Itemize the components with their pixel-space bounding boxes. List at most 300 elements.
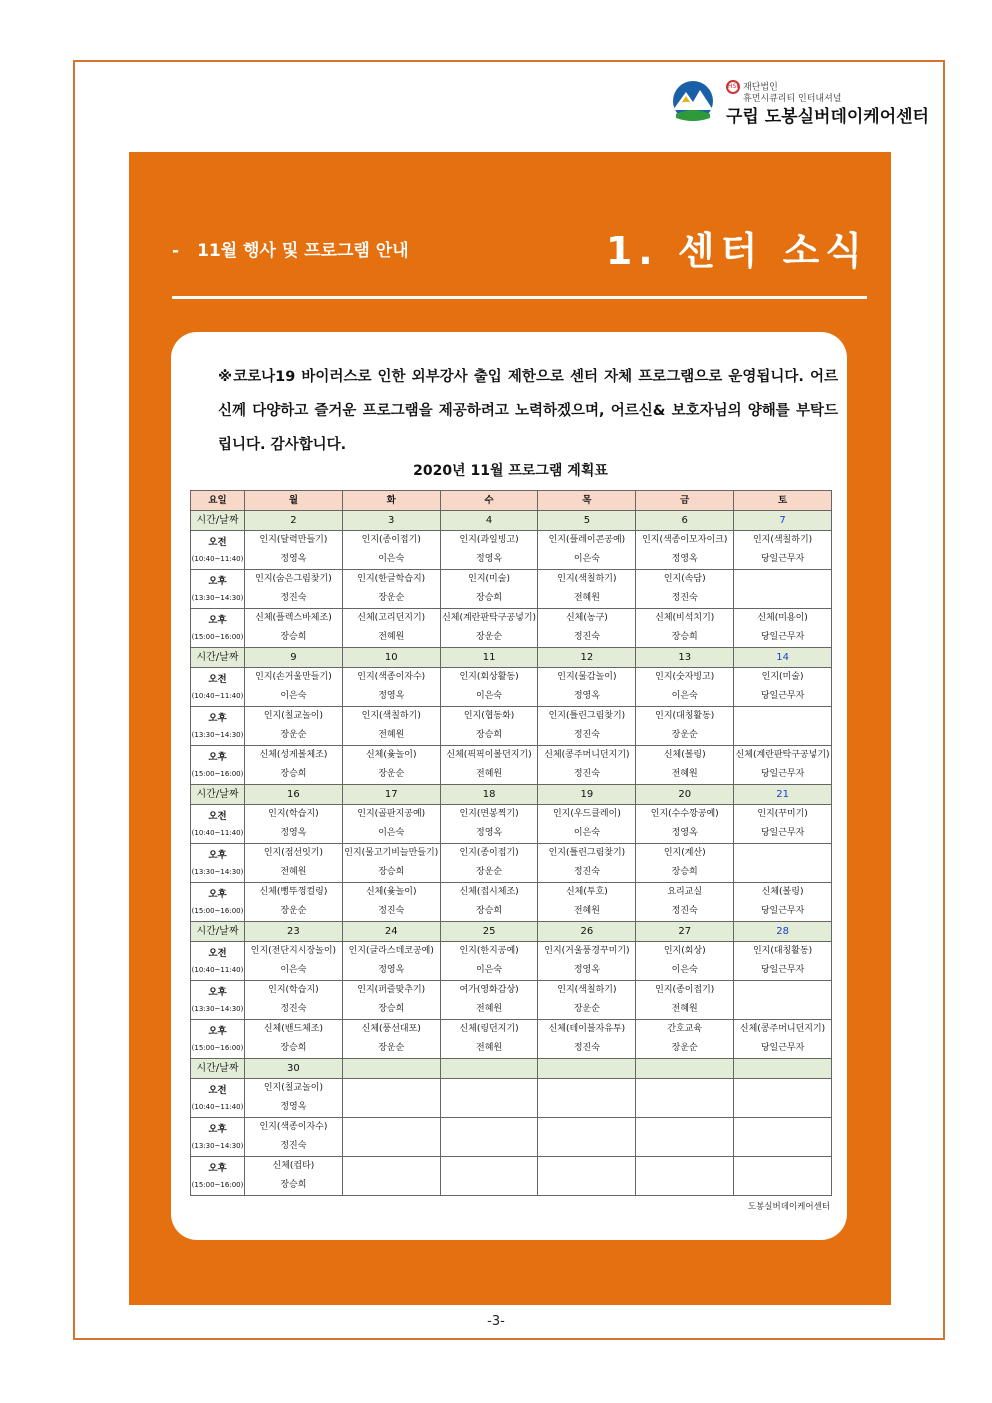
activity-cell: 인지(미술) <box>734 668 832 688</box>
staff-cell: 정진숙 <box>245 589 343 609</box>
date-cell: 25 <box>440 922 538 942</box>
date-cell: 28 <box>734 922 832 942</box>
staff-cell: 정영옥 <box>245 824 343 844</box>
slot-time: (10:40~11:40) <box>191 966 244 974</box>
slot-name: 오전 <box>208 948 227 959</box>
time-slot-label <box>191 1020 245 1059</box>
slot-name: 오후 <box>208 713 227 724</box>
activity-cell <box>636 1118 734 1138</box>
activity-cell: 인지(미술) <box>440 570 538 590</box>
activity-cell: 신체(윷놀이) <box>342 883 440 903</box>
time-slot-label <box>191 981 245 1020</box>
staff-cell <box>734 1176 832 1196</box>
schedule-row <box>191 844 832 864</box>
activity-cell: 인지(플레이콘공예) <box>538 531 636 551</box>
staff-cell: 장운순 <box>245 902 343 922</box>
staff-cell: 전혜원 <box>636 765 734 785</box>
activity-cell: 인지(색칠하기) <box>538 981 636 1001</box>
staff-cell: 당일근무자 <box>734 765 832 785</box>
staff-cell: 정진숙 <box>342 902 440 922</box>
subtitle-text: 11월 행사 및 프로그램 안내 <box>197 241 409 261</box>
activity-cell: 인지(틀린그림찾기) <box>538 844 636 864</box>
staff-cell: 정진숙 <box>636 902 734 922</box>
activity-cell: 인지(종이접기) <box>342 531 440 551</box>
date-cell: 5 <box>538 511 636 531</box>
staff-cell: 정영옥 <box>636 824 734 844</box>
staff-cell: 장승희 <box>636 628 734 648</box>
schedule-row <box>191 707 832 727</box>
schedule-row-staff <box>191 1098 832 1118</box>
activity-cell: 신체(컵타) <box>245 1157 343 1177</box>
staff-cell: 정진숙 <box>538 765 636 785</box>
section-title: 1. 센터 소식 <box>605 229 868 273</box>
staff-cell: 이은숙 <box>538 550 636 570</box>
activity-cell: 인지(손거울만들기) <box>245 668 343 688</box>
staff-cell: 전혜원 <box>440 1000 538 1020</box>
date-cell: 16 <box>245 785 343 805</box>
schedule-row <box>191 746 832 766</box>
staff-cell: 장운순 <box>538 1000 636 1020</box>
staff-cell <box>734 1098 832 1118</box>
activity-cell <box>734 707 832 727</box>
staff-cell: 장운순 <box>342 765 440 785</box>
staff-cell <box>342 1176 440 1196</box>
staff-cell: 장승희 <box>440 589 538 609</box>
staff-cell: 전혜원 <box>342 726 440 746</box>
slot-time: (13:30~14:30) <box>191 868 244 876</box>
staff-cell <box>734 589 832 609</box>
schedule-row-staff <box>191 1039 832 1059</box>
date-cell: 18 <box>440 785 538 805</box>
slot-name: 오후 <box>208 987 227 998</box>
staff-cell: 전혜원 <box>636 1000 734 1020</box>
time-slot-label <box>191 531 245 570</box>
date-cell <box>538 1059 636 1079</box>
slot-name: 오전 <box>208 537 227 548</box>
schedule-row-staff <box>191 902 832 922</box>
slot-time: (10:40~11:40) <box>191 1103 244 1111</box>
staff-cell: 장승희 <box>440 726 538 746</box>
activity-cell: 신체(고리던지기) <box>342 609 440 629</box>
slot-time: (10:40~11:40) <box>191 692 244 700</box>
activity-cell: 신체(윷놀이) <box>342 746 440 766</box>
date-label: 시간/날짜 <box>191 648 245 668</box>
schedule-row-staff <box>191 765 832 785</box>
activity-cell: 인지(학습지) <box>245 981 343 1001</box>
date-row <box>191 785 832 805</box>
activity-cell: 인지(꾸미기) <box>734 805 832 825</box>
schedule-row <box>191 609 832 629</box>
activity-cell: 신체(콩주머니던지기) <box>734 1020 832 1040</box>
activity-cell: 인지(색칠하기) <box>538 570 636 590</box>
date-row <box>191 511 832 531</box>
activity-cell: 인지(우드클레이) <box>538 805 636 825</box>
hsi-badge-icon: HSI <box>726 80 740 94</box>
staff-cell: 정영옥 <box>440 550 538 570</box>
date-row <box>191 922 832 942</box>
slot-name: 오후 <box>208 752 227 763</box>
slot-name: 오전 <box>208 674 227 685</box>
schedule-row <box>191 570 832 590</box>
activity-cell: 인지(종이접기) <box>440 844 538 864</box>
time-slot-label <box>191 746 245 785</box>
activity-cell: 신체(픽픽이볼던지기) <box>440 746 538 766</box>
staff-cell: 전혜원 <box>440 765 538 785</box>
staff-cell: 정영옥 <box>245 550 343 570</box>
date-cell: 13 <box>636 648 734 668</box>
time-slot-label <box>191 942 245 981</box>
time-slot-label <box>191 805 245 844</box>
schedule-row <box>191 1118 832 1138</box>
activity-cell <box>342 1118 440 1138</box>
schedule-row-staff <box>191 550 832 570</box>
activity-cell: 인지(과일빙고) <box>440 531 538 551</box>
staff-cell: 정영옥 <box>636 550 734 570</box>
staff-cell <box>734 1000 832 1020</box>
staff-cell <box>734 1137 832 1157</box>
activity-cell: 인지(대칭활동) <box>734 942 832 962</box>
activity-cell <box>734 1079 832 1099</box>
activity-cell: 인지(칠교놀이) <box>245 1079 343 1099</box>
time-slot-label <box>191 1157 245 1196</box>
schedule-row <box>191 805 832 825</box>
activity-cell: 신체(뻥뚜껑컬링) <box>245 883 343 903</box>
foundation-label: 재단법인 <box>743 82 778 93</box>
activity-cell: 인지(회상활동) <box>440 668 538 688</box>
staff-cell: 이은숙 <box>440 961 538 981</box>
activity-cell: 신체(투호) <box>538 883 636 903</box>
schedule-row <box>191 883 832 903</box>
activity-cell <box>538 1157 636 1177</box>
staff-cell: 정진숙 <box>538 1039 636 1059</box>
staff-cell <box>342 1098 440 1118</box>
staff-cell: 이은숙 <box>538 824 636 844</box>
center-logo <box>668 78 930 126</box>
activity-cell: 인지(학습지) <box>245 805 343 825</box>
staff-cell: 이은숙 <box>245 687 343 707</box>
table-title: 2020년 11월 프로그램 계획표 <box>413 463 608 479</box>
staff-cell: 이은숙 <box>440 687 538 707</box>
slot-name: 오후 <box>208 1124 227 1135</box>
activity-cell: 인지(색종이모자이크) <box>636 531 734 551</box>
activity-cell: 인지(색종이자수) <box>342 668 440 688</box>
schedule-row-staff <box>191 1137 832 1157</box>
activity-cell: 신체(비석치기) <box>636 609 734 629</box>
staff-cell: 장운순 <box>245 726 343 746</box>
weekday-header: 월 <box>245 491 343 511</box>
slot-time: (13:30~14:30) <box>191 1005 244 1013</box>
staff-cell: 이은숙 <box>342 550 440 570</box>
foundation-text <box>726 80 842 104</box>
activity-cell <box>734 844 832 864</box>
schedule-row-staff <box>191 687 832 707</box>
activity-cell: 신체(밴드체조) <box>245 1020 343 1040</box>
time-slot-label <box>191 844 245 883</box>
title-divider <box>172 296 867 299</box>
staff-cell <box>538 1176 636 1196</box>
slot-time: (13:30~14:30) <box>191 731 244 739</box>
staff-cell: 전혜원 <box>538 902 636 922</box>
activity-cell: 인지(점선잇기) <box>245 844 343 864</box>
staff-cell: 장승희 <box>245 1039 343 1059</box>
activity-cell: 신체(볼링) <box>734 883 832 903</box>
staff-cell: 당일근무자 <box>734 687 832 707</box>
slot-name: 오후 <box>208 576 227 587</box>
activity-cell <box>734 981 832 1001</box>
activity-cell: 인지(퍼즐맞추기) <box>342 981 440 1001</box>
slot-time: (15:00~16:00) <box>191 1044 244 1052</box>
staff-cell: 장승희 <box>245 765 343 785</box>
staff-cell: 장운순 <box>342 589 440 609</box>
schedule-row-staff <box>191 628 832 648</box>
date-row <box>191 1059 832 1079</box>
schedule-row <box>191 942 832 962</box>
date-cell: 9 <box>245 648 343 668</box>
schedule-row-staff <box>191 824 832 844</box>
date-cell: 24 <box>342 922 440 942</box>
staff-cell <box>538 1098 636 1118</box>
activity-cell: 요리교실 <box>636 883 734 903</box>
staff-cell: 장승희 <box>245 1176 343 1196</box>
activity-cell: 인지(글라스데코공예) <box>342 942 440 962</box>
weekday-header-row <box>191 491 832 511</box>
schedule-row-staff <box>191 961 832 981</box>
slot-time: (10:40~11:40) <box>191 829 244 837</box>
time-slot-label <box>191 1118 245 1157</box>
date-cell: 6 <box>636 511 734 531</box>
activity-cell: 간호교육 <box>636 1020 734 1040</box>
activity-cell: 인지(물고기비늘만들기) <box>342 844 440 864</box>
activity-cell: 인지(한글학습지) <box>342 570 440 590</box>
staff-cell: 이은숙 <box>342 824 440 844</box>
staff-cell <box>440 1098 538 1118</box>
activity-cell <box>440 1118 538 1138</box>
staff-cell <box>636 1098 734 1118</box>
staff-cell: 장운순 <box>440 628 538 648</box>
slot-name: 오후 <box>208 850 227 861</box>
subtitle-dash: - <box>172 241 180 261</box>
date-label: 시간/날짜 <box>191 511 245 531</box>
activity-cell <box>636 1157 734 1177</box>
staff-cell: 전혜원 <box>245 863 343 883</box>
activity-cell: 신체(농구) <box>538 609 636 629</box>
activity-cell: 신체(플렉스바체조) <box>245 609 343 629</box>
activity-cell: 인지(색칠하기) <box>342 707 440 727</box>
time-slot-label <box>191 609 245 648</box>
activity-cell <box>342 1079 440 1099</box>
staff-cell: 이은숙 <box>245 961 343 981</box>
schedule-row <box>191 668 832 688</box>
weekday-header: 화 <box>342 491 440 511</box>
activity-cell <box>538 1118 636 1138</box>
staff-cell: 장운순 <box>440 863 538 883</box>
staff-cell: 장승희 <box>245 628 343 648</box>
staff-cell: 정진숙 <box>538 628 636 648</box>
staff-cell: 정진숙 <box>538 863 636 883</box>
schedule-row-staff <box>191 1000 832 1020</box>
staff-cell: 이은숙 <box>636 687 734 707</box>
activity-cell: 인지(칠교놀이) <box>245 707 343 727</box>
table-footer: 도봉실버데이케어센터 <box>747 1202 830 1212</box>
schedule-row <box>191 1079 832 1099</box>
staff-cell: 정영옥 <box>342 961 440 981</box>
weekday-header: 금 <box>636 491 734 511</box>
activity-cell: 인지(색칠하기) <box>734 531 832 551</box>
slot-name: 오후 <box>208 1026 227 1037</box>
staff-cell: 장운순 <box>342 1039 440 1059</box>
activity-cell: 인지(골판지공예) <box>342 805 440 825</box>
staff-cell: 장승희 <box>342 1000 440 1020</box>
slot-time: (15:00~16:00) <box>191 907 244 915</box>
date-cell: 21 <box>734 785 832 805</box>
staff-cell <box>734 863 832 883</box>
staff-cell: 당일근무자 <box>734 550 832 570</box>
time-slot-label <box>191 707 245 746</box>
header-label: 요일 <box>191 491 245 511</box>
staff-cell <box>734 726 832 746</box>
slot-time: (13:30~14:30) <box>191 594 244 602</box>
activity-cell: 신체(풍선대포) <box>342 1020 440 1040</box>
activity-cell: 신체(콩주머니던지기) <box>538 746 636 766</box>
staff-cell: 장승희 <box>342 863 440 883</box>
staff-cell: 정진숙 <box>245 1000 343 1020</box>
slot-name: 오후 <box>208 615 227 626</box>
date-cell: 7 <box>734 511 832 531</box>
slot-time: (10:40~11:40) <box>191 555 244 563</box>
date-cell: 4 <box>440 511 538 531</box>
activity-cell <box>734 1118 832 1138</box>
date-cell: 30 <box>245 1059 343 1079</box>
staff-cell: 전혜원 <box>440 1039 538 1059</box>
schedule-row-staff <box>191 726 832 746</box>
activity-cell: 신체(미용이) <box>734 609 832 629</box>
staff-cell <box>440 1176 538 1196</box>
slot-name: 오후 <box>208 889 227 900</box>
program-schedule-table <box>190 490 832 1196</box>
date-label: 시간/날짜 <box>191 922 245 942</box>
date-cell <box>636 1059 734 1079</box>
activity-cell: 신체(계란판탁구공넣기) <box>440 609 538 629</box>
date-cell <box>734 1059 832 1079</box>
staff-cell: 정영옥 <box>538 961 636 981</box>
staff-cell: 당일근무자 <box>734 961 832 981</box>
date-cell: 17 <box>342 785 440 805</box>
date-cell: 19 <box>538 785 636 805</box>
staff-cell <box>342 1137 440 1157</box>
activity-cell <box>538 1079 636 1099</box>
staff-cell: 장운순 <box>636 1039 734 1059</box>
date-cell: 11 <box>440 648 538 668</box>
staff-cell: 장운순 <box>636 726 734 746</box>
activity-cell <box>440 1157 538 1177</box>
section-subtitle <box>172 236 409 261</box>
slot-name: 오전 <box>208 811 227 822</box>
schedule-row <box>191 1020 832 1040</box>
activity-cell: 신체(계란판탁구공넣기) <box>734 746 832 766</box>
schedule-row <box>191 1157 832 1177</box>
activity-cell <box>440 1079 538 1099</box>
staff-cell: 당일근무자 <box>734 628 832 648</box>
activity-cell: 인지(숨은그림찾기) <box>245 570 343 590</box>
staff-cell: 장승희 <box>636 863 734 883</box>
activity-cell: 인지(협동화) <box>440 707 538 727</box>
date-cell: 23 <box>245 922 343 942</box>
date-cell <box>342 1059 440 1079</box>
date-cell: 10 <box>342 648 440 668</box>
activity-cell: 인지(종이접기) <box>636 981 734 1001</box>
date-cell: 14 <box>734 648 832 668</box>
staff-cell: 정영옥 <box>440 824 538 844</box>
activity-cell: 신체(접시체조) <box>440 883 538 903</box>
schedule-row-staff <box>191 589 832 609</box>
date-label: 시간/날짜 <box>191 1059 245 1079</box>
activity-cell <box>734 570 832 590</box>
slot-time: (15:00~16:00) <box>191 770 244 778</box>
slot-time: (13:30~14:30) <box>191 1142 244 1150</box>
activity-cell: 신체(테이블자유투) <box>538 1020 636 1040</box>
staff-cell: 정진숙 <box>538 726 636 746</box>
staff-cell: 이은숙 <box>636 961 734 981</box>
page-number: -3- <box>487 1314 505 1329</box>
center-name: 구립 도봉실버데이케어센터 <box>726 107 929 127</box>
staff-cell: 당일근무자 <box>734 1039 832 1059</box>
activity-cell: 인지(거울풍경꾸미기) <box>538 942 636 962</box>
time-slot-label <box>191 668 245 707</box>
date-cell <box>440 1059 538 1079</box>
date-cell: 2 <box>245 511 343 531</box>
activity-cell: 인지(면봉찍기) <box>440 805 538 825</box>
staff-cell: 당일근무자 <box>734 824 832 844</box>
weekday-header: 토 <box>734 491 832 511</box>
activity-cell: 인지(물감놀이) <box>538 668 636 688</box>
staff-cell: 정영옥 <box>245 1098 343 1118</box>
activity-cell: 인지(수수깡공예) <box>636 805 734 825</box>
activity-cell: 신체(성게볼체조) <box>245 746 343 766</box>
slot-name: 오후 <box>208 1163 227 1174</box>
schedule-row-staff <box>191 1176 832 1196</box>
staff-cell: 전혜원 <box>342 628 440 648</box>
staff-cell <box>636 1137 734 1157</box>
activity-cell: 인지(숫자빙고) <box>636 668 734 688</box>
activity-cell <box>342 1157 440 1177</box>
activity-cell: 인지(틀린그림찾기) <box>538 707 636 727</box>
staff-cell: 정영옥 <box>342 687 440 707</box>
schedule-row <box>191 981 832 1001</box>
time-slot-label <box>191 1079 245 1118</box>
staff-cell: 정진숙 <box>636 589 734 609</box>
schedule-row-staff <box>191 863 832 883</box>
staff-cell: 장승희 <box>440 902 538 922</box>
slot-time: (15:00~16:00) <box>191 1181 244 1189</box>
activity-cell: 인지(달력만들기) <box>245 531 343 551</box>
activity-cell: 인지(한지공예) <box>440 942 538 962</box>
weekday-header: 수 <box>440 491 538 511</box>
weekday-header: 목 <box>538 491 636 511</box>
mountain-logo-icon <box>668 80 718 122</box>
staff-cell: 당일근무자 <box>734 902 832 922</box>
slot-name: 오전 <box>208 1085 227 1096</box>
foundation-sub-label: 휴먼시큐리티 인터내셔널 <box>743 94 842 104</box>
staff-cell <box>636 1176 734 1196</box>
time-slot-label <box>191 883 245 922</box>
activity-cell: 인지(색종이자수) <box>245 1118 343 1138</box>
date-row <box>191 648 832 668</box>
slot-time: (15:00~16:00) <box>191 633 244 641</box>
date-cell: 26 <box>538 922 636 942</box>
staff-cell: 정영옥 <box>538 687 636 707</box>
activity-cell <box>636 1079 734 1099</box>
activity-cell: 인지(대칭활동) <box>636 707 734 727</box>
